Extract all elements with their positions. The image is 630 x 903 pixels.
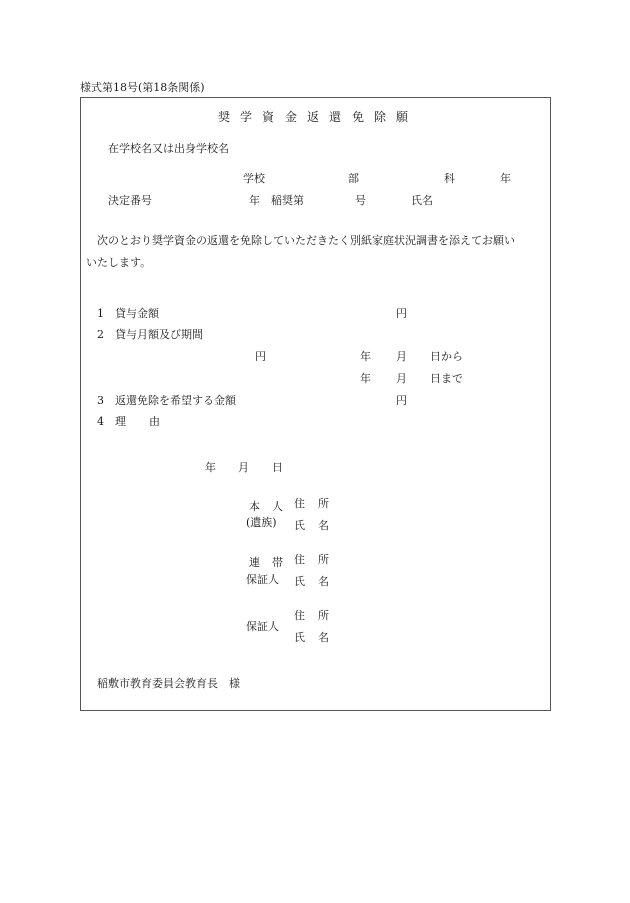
department-label: 部 xyxy=(348,172,359,185)
request-text-line: 次のとおり奨学資金の返還を免除していただきたく別紙家庭状況調書を添えてお願い xyxy=(97,234,515,247)
period-to-day: 日まで xyxy=(430,372,463,385)
title-char: 金 xyxy=(285,110,298,124)
school-heading: 在学校名又は出身学校名 xyxy=(108,142,229,155)
yen-unit: 円 xyxy=(396,394,407,407)
exemption-amount-label: 返還免除を希望する金額 xyxy=(115,394,236,407)
name-label-char: 名 xyxy=(318,631,329,644)
date-month: 月 xyxy=(238,461,249,474)
address-label-char: 所 xyxy=(318,609,329,622)
address-label-char: 住 xyxy=(294,497,305,510)
item-number: 1 xyxy=(97,307,104,320)
yen-unit: 円 xyxy=(255,350,266,363)
item-number: 3 xyxy=(97,394,104,407)
name-label-char: 名 xyxy=(318,519,329,532)
title-char: 奨 xyxy=(218,110,231,124)
course-label: 科 xyxy=(444,172,455,185)
joint-guarantor-label-char: 帯 xyxy=(272,556,283,569)
date-day: 日 xyxy=(272,461,283,474)
address-label-char: 住 xyxy=(294,609,305,622)
monthly-loan-label: 貸与月額及び期間 xyxy=(115,328,203,341)
guarantor-label: 保証人 xyxy=(246,620,279,633)
address-label-char: 所 xyxy=(318,553,329,566)
joint-guarantor-label-sub: 保証人 xyxy=(246,573,279,586)
name-label-char: 氏 xyxy=(294,631,305,644)
period-from-year: 年 xyxy=(360,350,371,363)
period-from-day: 日から xyxy=(430,350,463,363)
date-year: 年 xyxy=(205,461,216,474)
form-number-label: 様式第18号(第18条関係) xyxy=(80,81,205,94)
applicant-label-char: 人 xyxy=(272,500,283,513)
applicant-name-label: 氏名 xyxy=(411,194,433,207)
school-label: 学校 xyxy=(243,172,265,185)
period-from-month: 月 xyxy=(396,350,407,363)
title-char: 免 xyxy=(352,110,365,124)
address-label-char: 住 xyxy=(294,553,305,566)
title-char: 返 xyxy=(307,110,320,124)
title-char: 学 xyxy=(240,110,253,124)
grade-year-label: 年 xyxy=(500,172,511,185)
item-number: 2 xyxy=(97,328,104,341)
address-label-char: 所 xyxy=(318,497,329,510)
joint-guarantor-label-char: 連 xyxy=(249,556,260,569)
reason-label-char: 理 xyxy=(115,415,126,428)
applicant-label-char: 本 xyxy=(249,500,260,513)
decision-suffix-label: 号 xyxy=(355,194,366,207)
loan-amount-label: 貸与金額 xyxy=(115,307,159,320)
period-to-year: 年 xyxy=(360,372,371,385)
name-label-char: 氏 xyxy=(294,519,305,532)
reason-label-char: 由 xyxy=(149,415,160,428)
request-text-line: いたします。 xyxy=(86,256,152,269)
item-number: 4 xyxy=(97,415,104,428)
period-to-month: 月 xyxy=(396,372,407,385)
title-char: 資 xyxy=(262,110,275,124)
title-char: 還 xyxy=(329,110,342,124)
title-char: 除 xyxy=(374,110,387,124)
yen-unit: 円 xyxy=(396,307,407,320)
decision-year-label: 年 xyxy=(249,194,260,207)
decision-prefix-label: 稲奨第 xyxy=(271,194,304,207)
name-label-char: 名 xyxy=(318,575,329,588)
decision-number-label: 決定番号 xyxy=(108,194,152,207)
addressee-line: 稲敷市教育委員会教育長 様 xyxy=(97,677,240,690)
name-label-char: 氏 xyxy=(294,575,305,588)
bereaved-family-label: (遺族) xyxy=(246,516,277,529)
title-char: 願 xyxy=(396,110,409,124)
